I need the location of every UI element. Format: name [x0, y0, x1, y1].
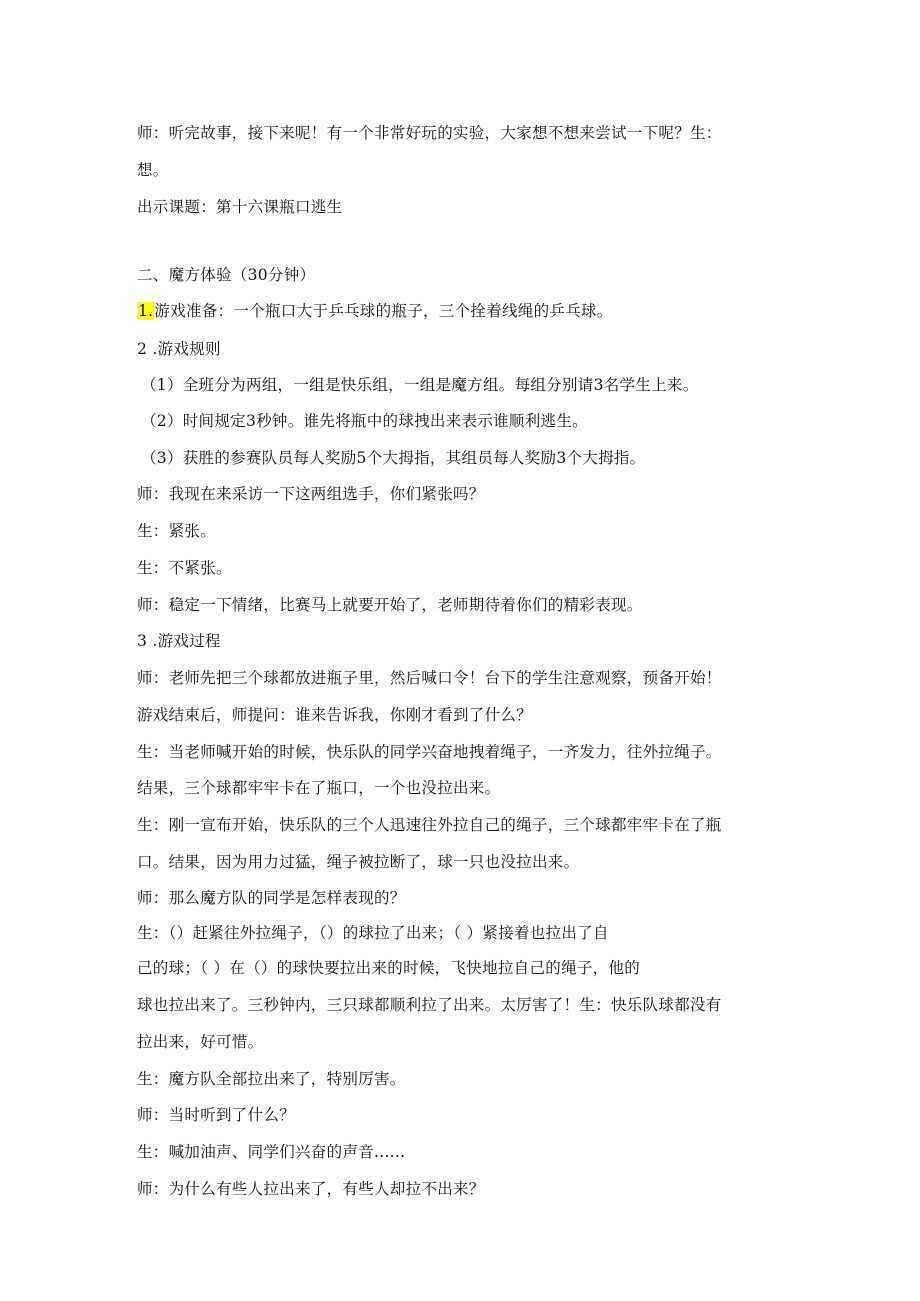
dialogue-line: 师：我现在来采访一下这两组选手，你们紧张吗？ — [137, 485, 485, 503]
paragraph-line: 师：听完故事，接下来呢！有一个非常好玩的实验，大家想不想来尝试一下呢？生： — [137, 124, 722, 142]
list-item-1-text: 游戏准备：一个瓶口大于乒乓球的瓶子，三个拴着线绳的乒乓球。 — [154, 302, 613, 320]
dialogue-line: 师：老师先把三个球都放进瓶子里，然后喊口令！台下的学生注意观察，预备开始！ — [137, 669, 722, 687]
rule-item-2: （2）时间规定3秒钟。谁先将瓶中的球拽出来表示谁顺利逃生。 — [141, 412, 588, 430]
paragraph-line: 拉出来，好可惜。 — [137, 1033, 264, 1051]
paragraph-line: 球也拉出来了。三秒钟内，三只球都顺利拉了出来。太厉害了！生：快乐队球都没有 — [137, 996, 722, 1014]
section-heading: 二、魔方体验（30分钟） — [137, 266, 316, 284]
paragraph-line: 口。结果，因为用力过猛，绳子被拉断了，球一只也没拉出来。 — [137, 853, 580, 871]
rule-item-3: （3）获胜的参赛队员每人奖励5个大拇指，其组员每人奖励3个大拇指。 — [141, 449, 646, 467]
dialogue-line: 师：稳定一下情绪，比赛马上就要开始了，老师期待着你们的精彩表现。 — [137, 596, 643, 614]
dialogue-line: 生：紧张。 — [137, 522, 217, 540]
dialogue-line: 师：当时听到了什么？ — [137, 1106, 296, 1124]
paragraph-line: 结果，三个球都牢牢卡在了瓶口，一个也没拉出来。 — [137, 779, 501, 797]
dialogue-line: 生：刚一宣布开始，快乐队的三个人迅速往外拉自己的绳子，三个球都牢牢卡在了瓶 — [137, 816, 722, 834]
dialogue-line: 生：（）赶紧往外拉绳子，（）的球拉了出来；（ ）紧接着也拉出了自 — [137, 924, 609, 942]
paragraph-line: 己的球；（ ）在（）的球快要拉出来的时候，飞快地拉自己的绳子，他的 — [137, 959, 641, 977]
highlighted-number: 1. — [138, 302, 154, 320]
dialogue-line: 师：那么魔方队的同学是怎样表现的？ — [137, 889, 406, 907]
rule-item-1: （1）全班分为两组，一组是快乐组，一组是魔方组。每组分别请3名学生上来。 — [141, 376, 699, 394]
list-item-3-heading: 3 .游戏过程 — [137, 632, 221, 650]
dialogue-line: 生：喊加油声、同学们兴奋的声音...... — [137, 1143, 406, 1161]
dialogue-line: 生：魔方队全部拉出来了，特别厉害。 — [137, 1070, 406, 1088]
dialogue-line: 师：为什么有些人拉出来了，有些人却拉不出来？ — [137, 1180, 485, 1198]
dialogue-line: 生：不紧张。 — [137, 559, 232, 577]
list-item-2-heading: 2 .游戏规则 — [137, 340, 221, 358]
paragraph-line: 想。 — [137, 161, 169, 179]
lesson-title-line: 出示课题：第十六课瓶口逃生 — [137, 198, 343, 216]
paragraph-line: 游戏结束后，师提问：谁来告诉我，你刚才看到了什么？ — [137, 706, 533, 724]
dialogue-line: 生：当老师喊开始的时候，快乐队的同学兴奋地拽着绳子，一齐发力，往外拉绳子。 — [137, 743, 722, 761]
list-item-1 — [137, 300, 613, 322]
